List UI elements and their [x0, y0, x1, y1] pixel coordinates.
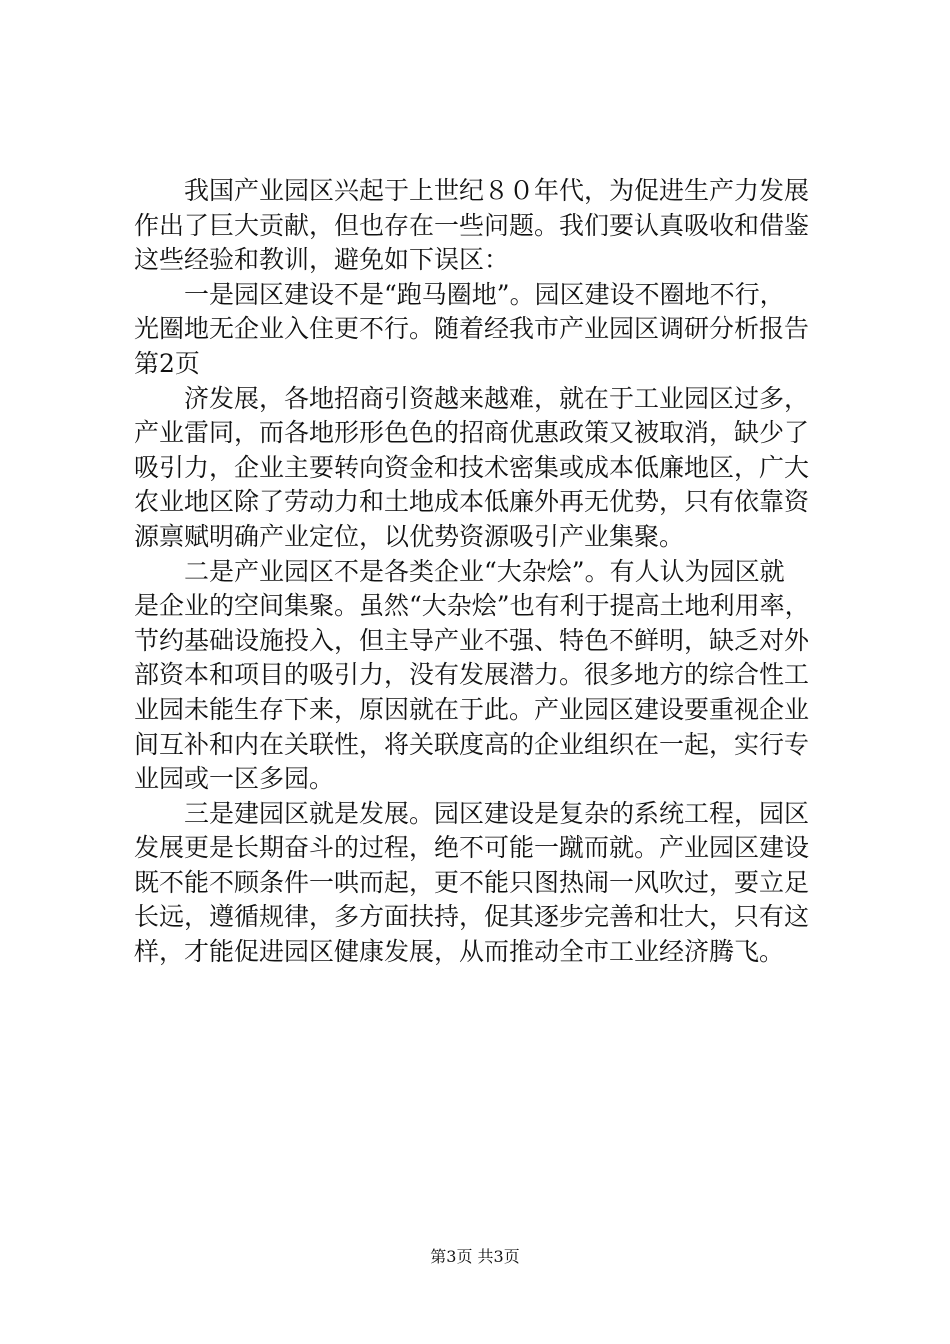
text-line: 产业雷同，而各地形形色色的招商优惠政策又被取消，缺少了: [134, 418, 810, 448]
text-line: 这些经验和教训，避免如下误区：: [134, 245, 510, 275]
text-line: 作出了巨大贡献，但也存在一些问题。我们要认真吸收和借鉴: [134, 210, 810, 240]
text-line: 间互补和内在关联性，将关联度高的企业组织在一起，实行专: [134, 729, 810, 759]
text-line: 一是园区建设不是“跑马圈地”。园区建设不圈地不行，: [184, 279, 785, 309]
text-line: 既不能不顾条件一哄而起，更不能只图热闹一风吹过，要立足: [134, 867, 810, 897]
text-line: 第2页: [134, 348, 200, 378]
text-line: 光圈地无企业入住更不行。随着经我市产业园区调研分析报告: [134, 314, 810, 344]
text-line: 发展更是长期奋斗的过程，绝不可能一蹴而就。产业园区建设: [134, 833, 810, 863]
page-footer: 第3页 共3页: [430, 1247, 520, 1266]
text-line: 三是建园区就是发展。园区建设是复杂的系统工程，园区: [184, 798, 810, 828]
text-line: 业园未能生存下来，原因就在于此。产业园区建设要重视企业: [134, 694, 810, 724]
text-line: 济发展，各地招商引资越来越难，就在于工业园区过多，: [184, 383, 810, 413]
text-line: 部资本和项目的吸引力，没有发展潜力。很多地方的综合性工: [134, 660, 810, 690]
text-line: 农业地区除了劳动力和土地成本低廉外再无优势，只有依靠资: [134, 487, 810, 517]
text-line: 节约基础设施投入，但主导产业不强、特色不鲜明，缺乏对外: [134, 625, 810, 655]
document-body: [134, 174, 834, 970]
text-line: 业园或一区多园。: [134, 764, 335, 794]
text-line: 二是产业园区不是各类企业“大杂烩”。有人认为园区就: [184, 556, 785, 586]
text-line: 是企业的空间集聚。虽然“大杂烩”也有利于提高土地利用率，: [134, 591, 810, 621]
text-line: 样，才能促进园区健康发展，从而推动全市工业经济腾飞。: [134, 937, 785, 967]
text-line: 我国产业园区兴起于上世纪８０年代，为促进生产力发展: [184, 176, 810, 205]
text-line: 吸引力，企业主要转向资金和技术密集或成本低廉地区，广大: [134, 452, 810, 482]
text-line: 源禀赋明确产业定位，以优势资源吸引产业集聚。: [134, 521, 685, 551]
text-line: 长远，遵循规律，多方面扶持，促其逐步完善和壮大，只有这: [134, 902, 810, 932]
